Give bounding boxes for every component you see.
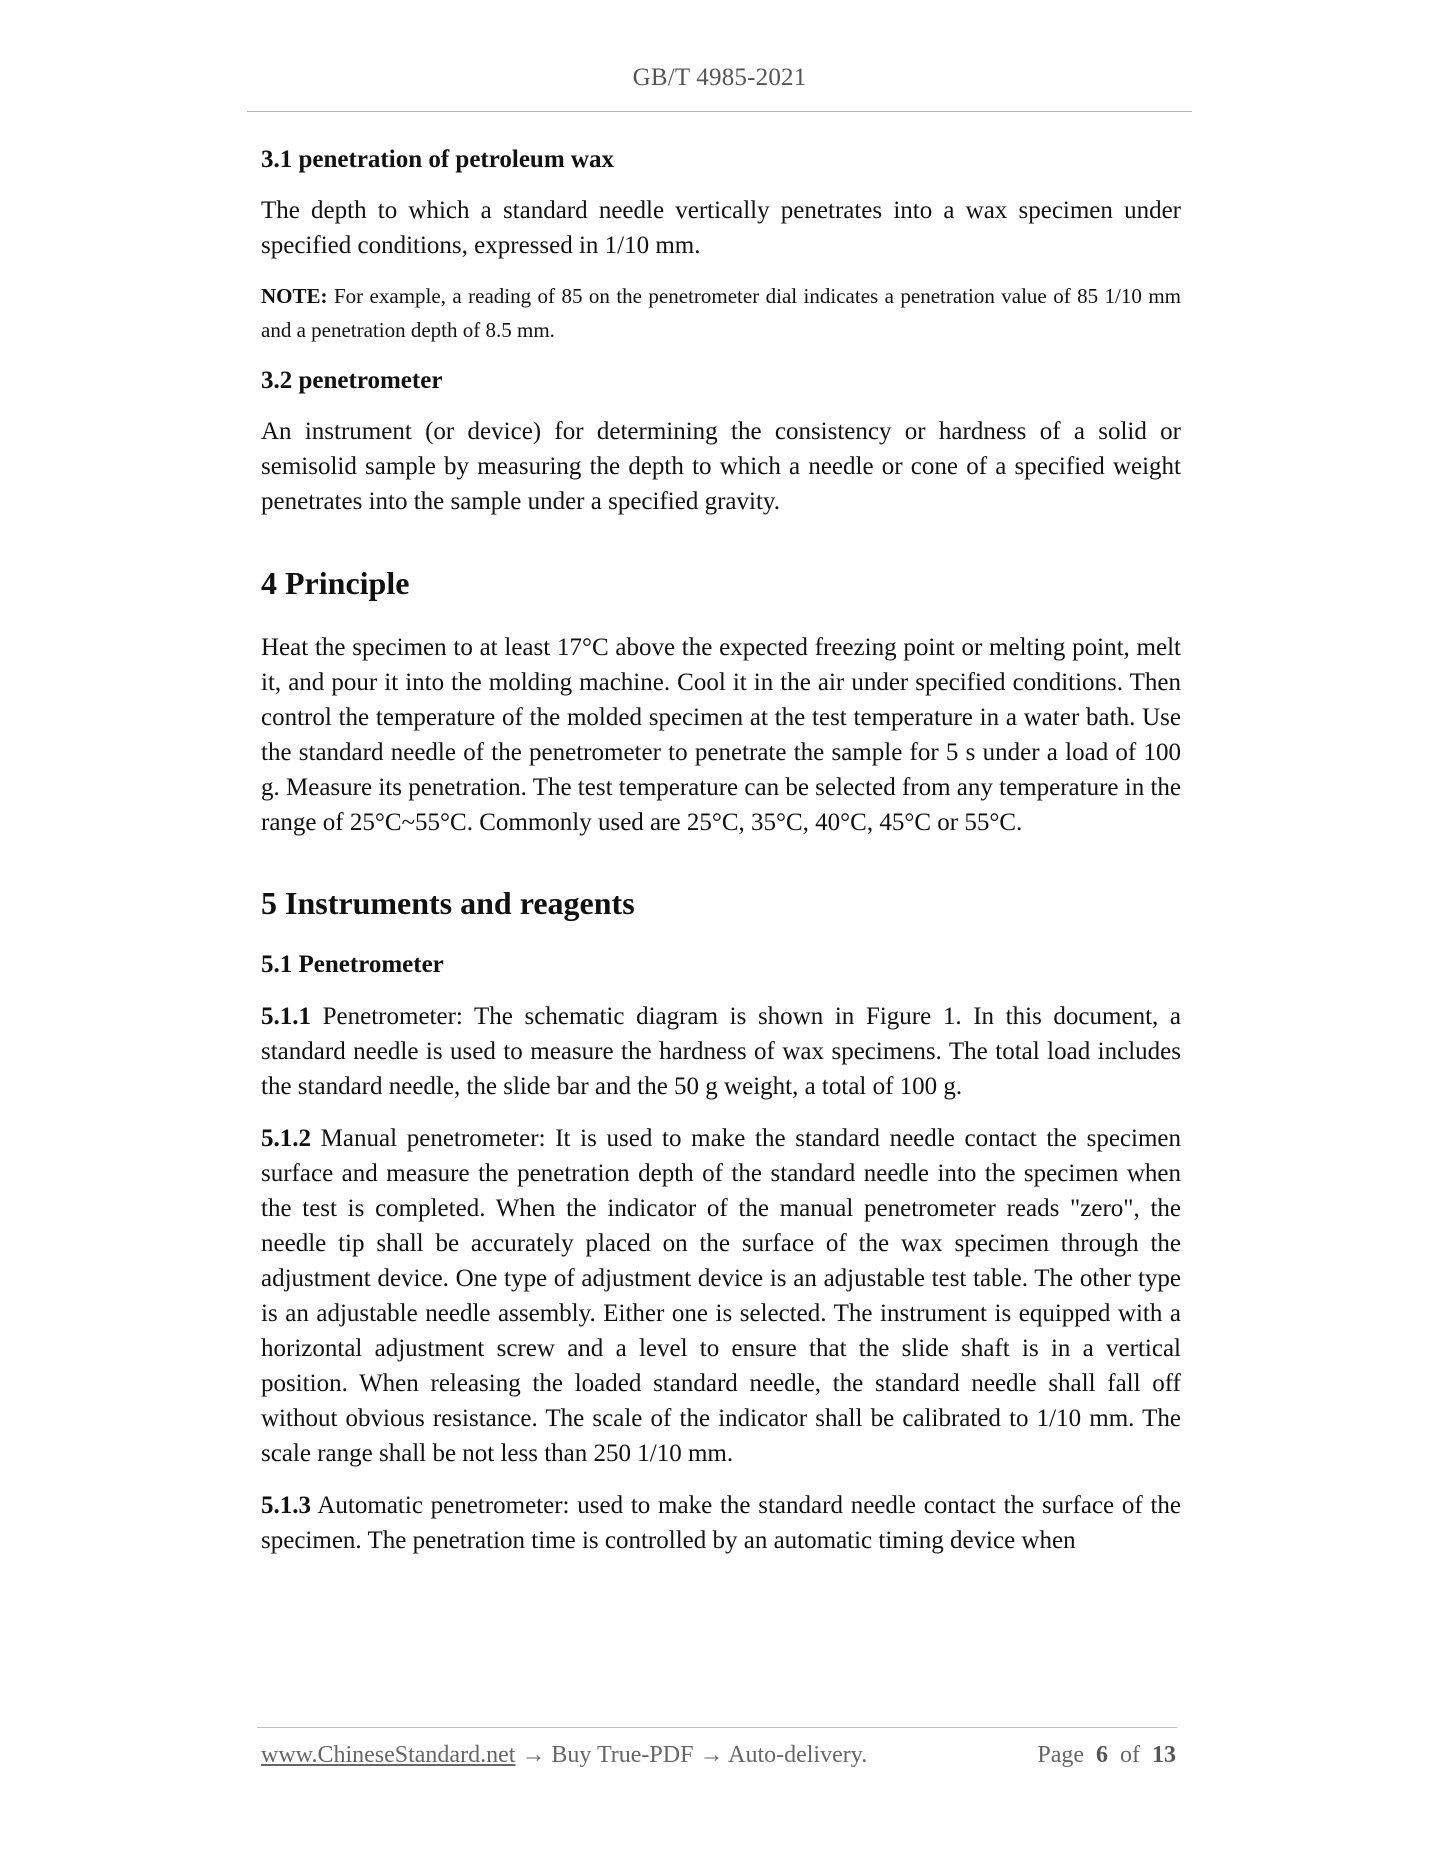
of-word: of xyxy=(1120,1742,1140,1768)
footer-rule xyxy=(257,1727,1177,1728)
page-footer xyxy=(261,1742,1176,1774)
clause-number: 5.1.1 xyxy=(261,1003,311,1030)
page-indicator xyxy=(1037,1742,1176,1769)
clause-5-1-heading: 5.1 Penetrometer xyxy=(261,951,444,978)
footer-tagline: → Buy True-PDF → Auto-delivery. xyxy=(515,1742,868,1768)
footer-promo xyxy=(261,1742,867,1769)
page-current: 6 xyxy=(1096,1742,1108,1768)
clause-number: 5.1.3 xyxy=(261,1492,311,1519)
note-label: NOTE: xyxy=(261,284,328,308)
section-5-heading: 5 Instruments and reagents xyxy=(261,885,635,921)
clause-number: 5.1.2 xyxy=(261,1125,311,1152)
page-content xyxy=(261,143,1181,1558)
clause-3-1-body: The depth to which a standard needle vertically penetrates into a wax specimen under specified conditions, expressed in 1/10 mm. xyxy=(261,197,1181,259)
clause-text: Automatic penetrometer: used to make the standard needle contact the surface of the specimen. The penetration time is controlled by an automatic timing device when xyxy=(261,1492,1181,1554)
site-link[interactable]: www.ChineseStandard.net xyxy=(261,1742,516,1768)
clause-3-2-heading: 3.2 penetrometer xyxy=(261,367,443,394)
page-total: 13 xyxy=(1152,1742,1176,1768)
clause-5-1-2 xyxy=(261,1121,1181,1471)
clause-3-2-body: An instrument (or device) for determining the consistency or hardness of a solid or semisolid sample by measuring the depth to which a needle or cone of a specified weight penetrates into the sample under a specified gravity. xyxy=(261,418,1181,515)
note-text: For example, a reading of 85 on the penetrometer dial indicates a penetration value of 85 1/10 mm and a penetration depth of 8.5 mm. xyxy=(261,284,1181,342)
section-4-heading: 4 Principle xyxy=(261,565,410,601)
header-rule xyxy=(247,111,1192,112)
section-4-body: Heat the specimen to at least 17°C above the expected freezing point or melting point, melt it, and pour it into the molding machine. Cool it in the air under specified conditions. Then control the temperature of the molded specimen at the test temperature in a water bath. Use the standard needle of the penetrometer to penetrate the sample for 5 s under a load of 100 g. Measure its penetration. The test temperature can be selected from any temperature in the range of 25°C~55°C. Commonly used are 25°C, 35°C, 40°C, 45°C or 55°C. xyxy=(261,634,1181,836)
page-word: Page xyxy=(1037,1742,1084,1768)
clause-3-1-note xyxy=(261,279,1181,347)
clause-text: Manual penetrometer: It is used to make the standard needle contact the specimen surface and measure the penetration depth of the standard needle into the specimen when the test is completed. When the indicator of the manual penetrometer reads "zero", the needle tip shall be accurately placed on the surface of the wax specimen through the adjustment device. One type of adjustment device is an adjustable test table. The other type is an adjustable needle assembly. Either one is selected. The instrument is equipped with a horizontal adjustment screw and a level to ensure that the slide shaft is in a vertical position. When releasing the loaded standard needle, the standard needle shall fall off without obvious resistance. The scale of the indicator shall be calibrated to 1/10 mm. The scale range shall be not less than 250 1/10 mm. xyxy=(261,1125,1181,1467)
running-header: GB/T 4985-2021 xyxy=(632,64,807,91)
clause-5-1-3 xyxy=(261,1488,1181,1558)
clause-text: Penetrometer: The schematic diagram is shown in Figure 1. In this document, a standard needle is used to measure the hardness of wax specimens. The total load includes the standard needle, the slide bar and the 50 g weight, a total of 100 g. xyxy=(261,1003,1181,1100)
clause-3-1-heading: 3.1 penetration of petroleum wax xyxy=(261,146,614,173)
clause-5-1-1 xyxy=(261,999,1181,1104)
